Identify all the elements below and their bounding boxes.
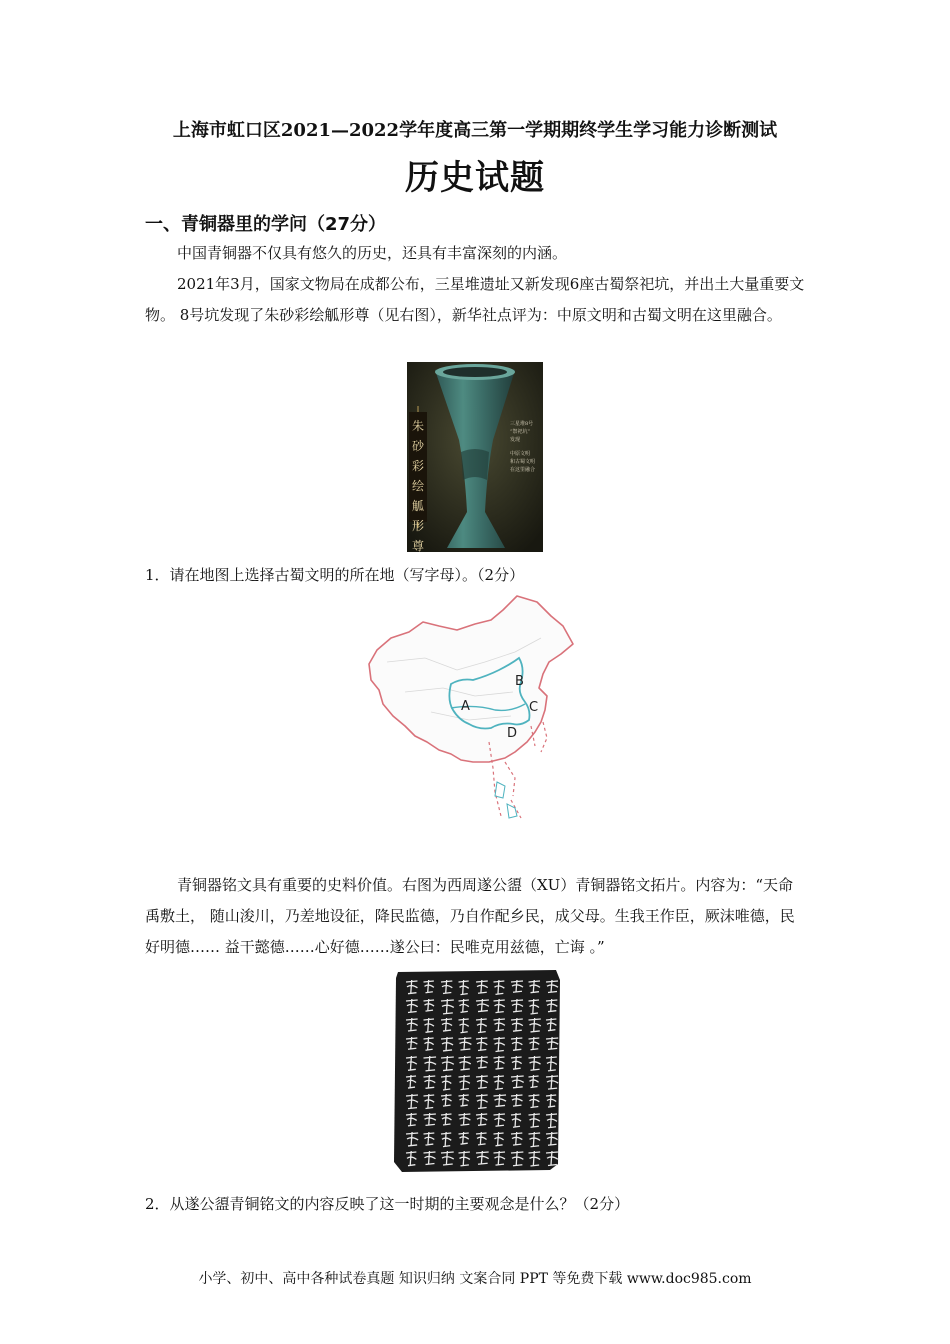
inscription-paragraph: 青铜器铭文具有重要的史料价值。右图为西周遂公盨（XU）青铜器铭文拓片。内容为：“天命禹敷土， 随山浚川，乃差地设征，降民监德，乃自作配乡民，成父母。生我王作臣，厥沫唯德，民好明德…… 益干懿德……心好德……遂公曰：民唯克用兹德，亡诲 。” [145,876,795,956]
intro-paragraph: 中国青铜器不仅具有悠久的历史，还具有丰富深刻的内涵。 [177,244,568,262]
question-1: 1．请在地图上选择古蜀文明的所在地（写字母）。（2分） [145,566,525,584]
inscription-rubbing [392,968,562,1172]
artifact-side-caption: 三星堆8号 “祭祀坑” 发现 中原文明 和古蜀文明 在这里融合 [510,421,536,473]
sanxingdui-paragraph: 2021年3月，国家文物局在成都公布，三星堆遗址又新发现6座古蜀祭祀坑，并出土大量重要文物。 8号坑发现了朱砂彩绘觚形尊（见右图），新华社点评为：中原文明和古蜀文明在这里融合。 [145,275,805,324]
exam-subtitle: 上海市虹口区2021—2022学年度高三第一学期期终学生学习能力诊断测试 [172,120,778,141]
china-map [365,592,597,832]
map-label-b: B [515,674,524,689]
bronze-zun-photo [407,362,543,552]
page-title: 历史试题 [405,158,545,198]
footer-note: 小学、初中、高中各种试卷真题 知识归纳 文案合同 PPT 等免费下载 www.doc985.com [198,1271,752,1287]
question-2: 2．从遂公盨青铜铭文的内容反映了这一时期的主要观念是什么？（2分） [145,1195,630,1213]
map-label-c: C [529,700,539,715]
artifact-vertical-label: 朱砂彩绘觚形尊 [411,419,424,553]
map-label-d: D [507,726,518,741]
section-heading: 一、青铜器里的学问（27分） [145,214,387,235]
map-label-a: A [461,699,470,714]
